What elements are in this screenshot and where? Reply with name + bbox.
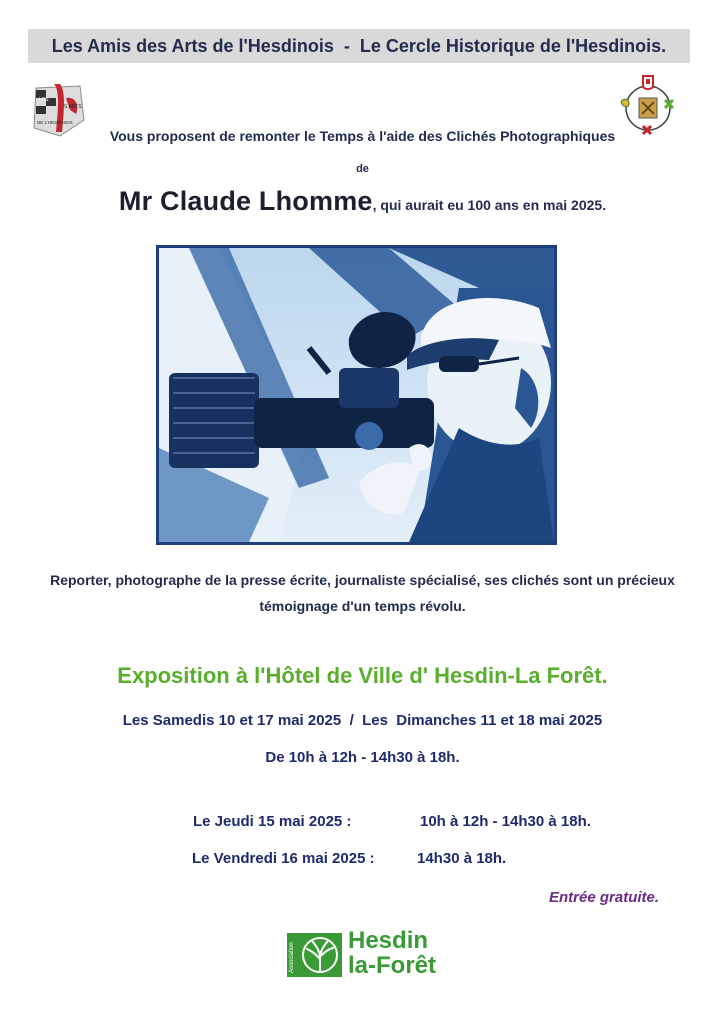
photographer-name-line (0, 186, 725, 217)
intro-line: Vous proposent de remonter le Temps à l'aide des Clichés Photographiques (109, 128, 616, 144)
description-line-2: témoignage d'un temps révolu. (259, 598, 466, 614)
weekend-dates: Les Samedis 10 et 17 mai 2025 / Les Dimanches 11 et 18 mai 2025 (122, 712, 603, 729)
vendredi-label: Le Vendredi 16 mai 2025 : (192, 850, 375, 867)
header-band (28, 29, 690, 63)
tree-icon (287, 933, 342, 977)
vendredi-hours: 14h30 à 18h. (417, 850, 507, 867)
logo-left-text-top: LES (39, 97, 49, 103)
weekend-hours: De 10h à 12h - 14h30 à 18h. (265, 749, 460, 766)
portrait-illustration (159, 248, 554, 542)
intro-de: de (356, 163, 369, 175)
photographer-name: Mr Claude Lhomme (118, 186, 373, 216)
hesdin-name-line-1: Hesdin (348, 927, 429, 954)
logo-left-text-bottom: DE L'HESDINOIS (37, 120, 73, 125)
hesdin-la-foret-logo (287, 927, 437, 980)
free-entry-note: Entrée gratuite. (549, 889, 660, 906)
jeudi-hours: 10h à 12h - 14h30 à 18h. (420, 813, 591, 830)
logo-left-text-right: S ARTS (64, 104, 82, 110)
photographer-name-suffix: , qui aurait eu 100 ans en mai 2025. (372, 197, 607, 213)
photographer-portrait (156, 245, 557, 545)
exposition-title: Exposition à l'Hôtel de Ville d' Hesdin-La Forêt. (117, 663, 608, 688)
hesdin-name-line-2: la-Forêt (348, 952, 437, 979)
description-line-1: Reporter, photographe de la presse écrite, journaliste spécialisé, ses clichés sont un précieux (50, 572, 675, 588)
header-title: Les Amis des Arts de l'Hesdinois - Le Cercle Historique de l'Hesdinois. (51, 35, 667, 56)
association-label: Association (289, 942, 295, 973)
jeudi-label: Le Jeudi 15 mai 2025 : (193, 813, 352, 830)
